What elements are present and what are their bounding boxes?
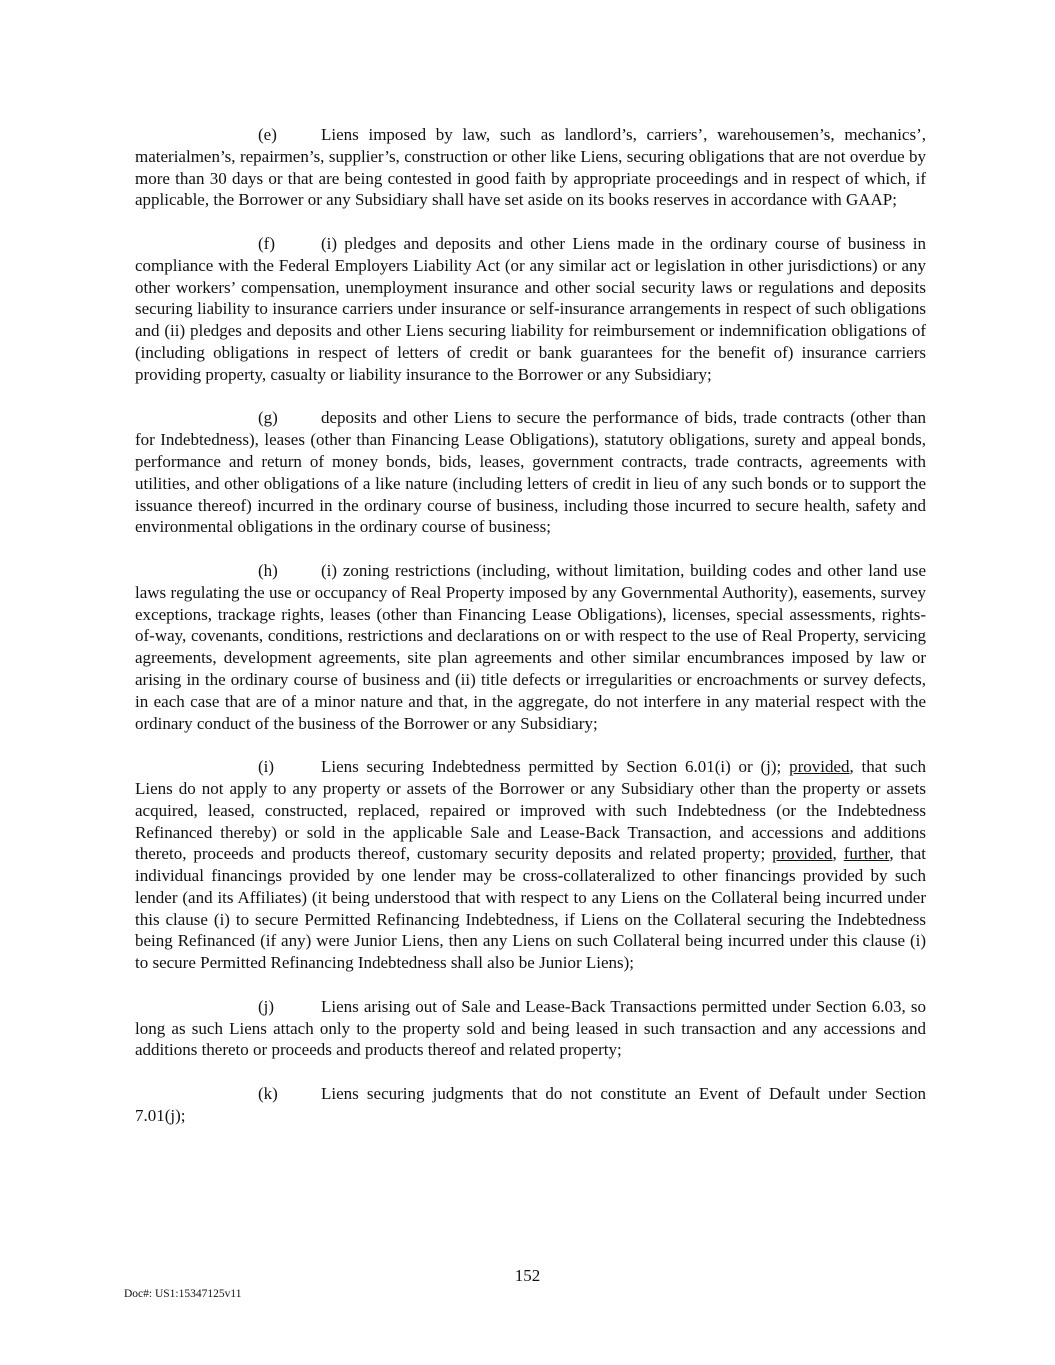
paragraph-text: Liens imposed by law, such as landlord’s, carriers’, warehousemen’s, mechanics’, materialmen’s, repairmen’s, supplier’s, construction or other like Liens, securing obligations that are not overdue by more than 30 days or that are being contested in good faith by appropriate proceedings and in respect of which, if applicable, the Borrower or any Subsidiary shall have set aside on its books reserves in accordance with GAAP; <box>135 125 926 210</box>
paragraph-i <box>135 756 926 974</box>
paragraph-text: Liens securing judgments that do not constitute an Event of Default under Section 7.01(j); <box>135 1084 926 1125</box>
document-id: Doc#: US1:15347125v11 <box>124 1288 242 1300</box>
paragraph-text: (i) zoning restrictions (including, without limitation, building codes and other land use laws regulating the use or occupancy of Real Property imposed by any Governmental Authority), easements, survey exceptions, trackage rights, leases (other than Financing Lease Obligations), licenses, special assessments, rights-of-way, covenants, conditions, restrictions and declarations on or with respect to the use of Real Property, servicing agreements, development agreements, site plan agreements and other similar encumbrances imposed by law or arising in the ordinary course of business and (ii) title defects or irregularities or encroachments or survey defects, in each case that are of a minor nature and that, in the aggregate, do not interfere in any material respect with the ordinary conduct of the business of the Borrower or any Subsidiary; <box>135 560 926 733</box>
paragraph-label: (j) <box>258 996 275 1016</box>
paragraph-f <box>135 233 926 386</box>
paragraph-text: , that individual financings provided by one lender may be cross-collateralized to other financings provided by such lender (and its Affiliates) (it being understood that with respect to any Liens on the Collateral being incurred under this clause (i) to secure Permitted Refinancing Indebtedness, if Liens on the Collateral securing the Indebtedness being Refinanced (if any) were Junior Liens, then any Liens on such Collateral being incurred under this clause (i) to secure Permitted Refinancing Indebtedness shall also be Junior Liens); <box>135 844 926 973</box>
paragraph-label: (k) <box>258 1084 278 1104</box>
paragraph-text: deposits and other Liens to secure the performance of bids, trade contracts (other than for Indebtedness), leases (other than Financing Lease Obligations), statutory obligations, surety and appeal bonds, performance and return of money bonds, bids, leases, government contracts, trade contracts, agreements with utilities, and other obligations of a like nature (including letters of credit in lieu of any such bonds or to support the issuance thereof) incurred in the ordinary course of business, including those incurred to secure health, safety and environmental obligations in the ordinary course of business; <box>135 408 926 537</box>
paragraph-e <box>135 124 926 211</box>
paragraph-h <box>135 560 926 734</box>
paragraph-text: Liens securing Indebtedness permitted by Section 6.01(i) or (j); <box>321 757 790 777</box>
paragraph-j <box>135 996 926 1061</box>
paragraph-k <box>135 1083 926 1127</box>
page-number: 152 <box>514 1266 541 1285</box>
underlined-term: provided <box>789 757 850 777</box>
paragraph-text: Liens arising out of Sale and Lease-Back Transactions permitted under Section 6.03, so long as such Liens attach only to the property sold and being leased in such transaction and any accessions and additions thereto or proceeds and products thereof and related property; <box>135 996 926 1060</box>
paragraph-label: (g) <box>258 408 278 428</box>
document-body <box>135 124 926 1148</box>
paragraph-label: (f) <box>258 233 275 253</box>
paragraph-text: (i) pledges and deposits and other Liens made in the ordinary course of business in compliance with the Federal Employers Liability Act (or any similar act or legislation in other jurisdictions) or any other workers’ compensation, unemployment insurance and other social security laws or regulations and deposits securing liability to insurance carriers under insurance or self-insurance arrangements in respect of such obligations and (ii) pledges and deposits and other Liens securing liability for reimbursement or indemnification obligations of (including obligations in respect of letters of credit or bank guarantees for the benefit of) insurance carriers providing property, casualty or liability insurance to the Borrower or any Subsidiary; <box>135 233 926 384</box>
underlined-term: provided <box>772 844 833 864</box>
paragraph-label: (i) <box>258 757 275 777</box>
paragraph-label: (e) <box>258 125 277 144</box>
underlined-term: further <box>843 844 890 864</box>
paragraph-text: , <box>832 844 844 864</box>
paragraph-label: (h) <box>258 560 278 580</box>
paragraph-text: , that such Liens do not apply to any property or assets of the Borrower or any Subsidiary other than the property or assets acquired, leased, constructed, replaced, repaired or improved with such Indebtedness (or the Indebtedness Refinanced thereby) or sold in the applicable Sale and Lease-Back Transaction, and accessions and additions thereto, proceeds and products thereof, customary security deposits and related property; <box>135 757 926 864</box>
paragraph-g <box>135 407 926 538</box>
